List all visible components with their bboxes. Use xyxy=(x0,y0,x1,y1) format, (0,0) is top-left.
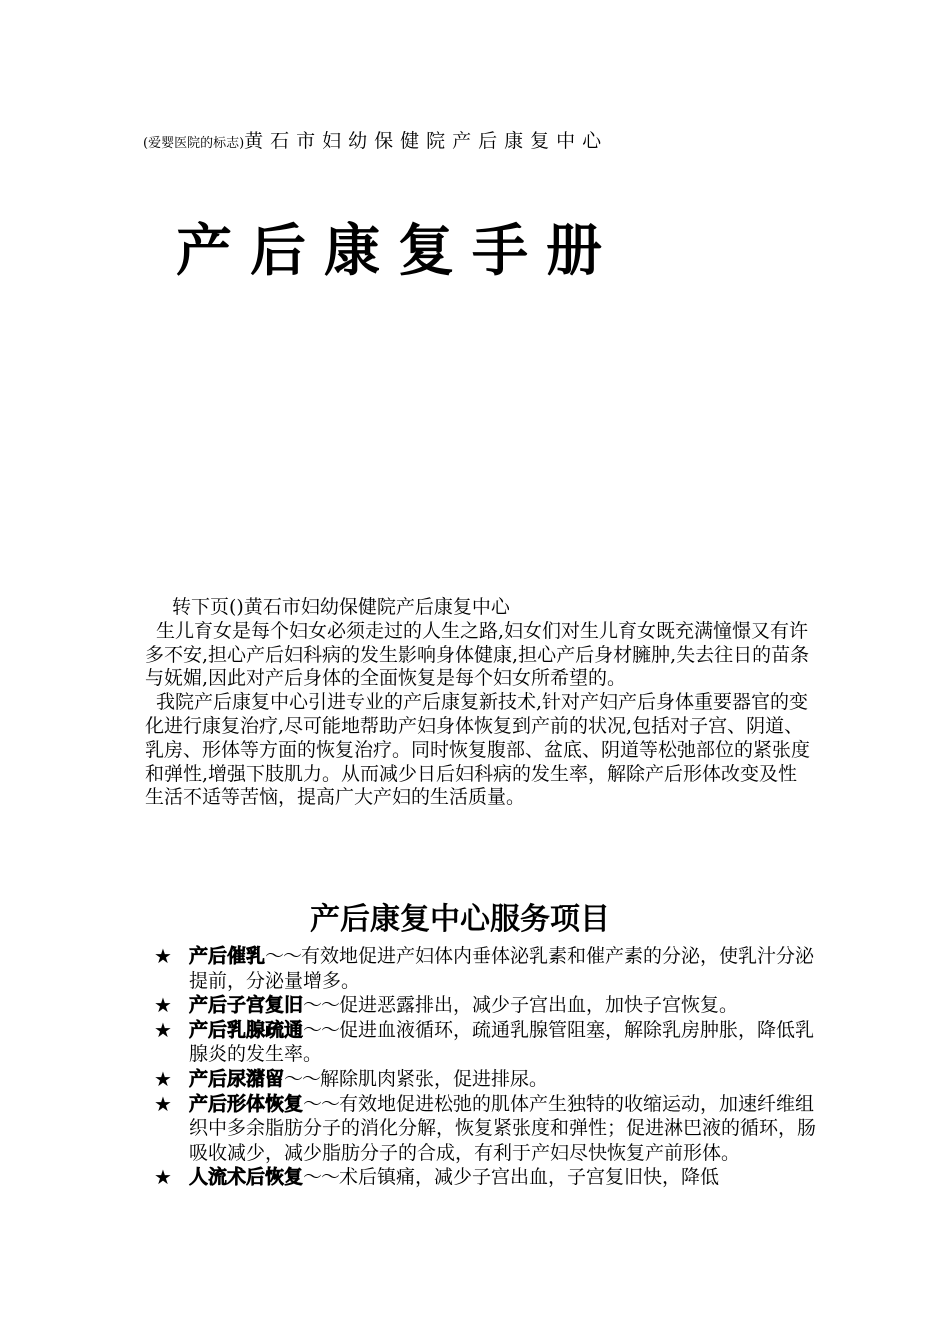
intro-lead: 转下页()黄石市妇幼保健院产后康复中心 xyxy=(172,596,510,618)
star-bullet-icon: ★ xyxy=(154,944,172,968)
service-description: 解除肌肉紧张，促进排尿。 xyxy=(320,1067,549,1090)
service-name: 产后乳腺疏通 xyxy=(189,1018,304,1041)
service-description: 促进恶露排出，减少子宫出血，加快子宫恢复。 xyxy=(339,994,739,1017)
service-description: 有效地促进产妇体内垂体泌乳素和催产素的分泌，使乳汁分泌提前，分泌量增多。 xyxy=(189,945,815,992)
service-name: 产后尿潴留 xyxy=(189,1067,285,1090)
service-separator: ～～ xyxy=(284,1067,321,1090)
service-name: 产后催乳 xyxy=(189,945,266,967)
service-name: 人流术后恢复 xyxy=(189,1166,304,1189)
service-item-body-shape xyxy=(150,1092,820,1166)
service-description: 有效地促进松弛的肌体产生独特的收缩运动，加速纤维组织中多余脂肪分子的消化分解，恢复紧张度和弹性；促进淋巴液的循环，肠吸收减少，减少脂肪分子的合成，有利于产妇尽快恢复产前形体。 xyxy=(189,1092,817,1164)
services-list xyxy=(150,944,820,1190)
service-description: 促进血液循环，疏通乳腺管阻塞，解除乳房肿胀，降低乳腺炎的发生率。 xyxy=(189,1018,815,1066)
organization-name: 黄石市妇幼保健院产后康复中心 xyxy=(244,130,609,152)
service-name: 产后形体恢复 xyxy=(189,1092,304,1115)
service-item-lactation xyxy=(150,944,820,993)
intro-section xyxy=(145,596,815,810)
service-name: 产后子宫复旧 xyxy=(189,994,304,1017)
star-bullet-icon: ★ xyxy=(154,1017,172,1042)
service-item-uterus-recovery xyxy=(150,993,820,1018)
services-title: 产后康复中心服务项目 xyxy=(310,902,610,937)
service-item-mammary-dredging xyxy=(150,1018,820,1067)
intro-paragraph-1: 生儿育女是每个妇女必须走过的人生之路,妇女们对生儿育女既充满憧憬又有许多不安,担心产后妇科病的发生影响身体健康,担心产后身材臃肿,失去往日的苗条与妩媚,因此对产后身体的全面恢复是每个妇女所希望的。 xyxy=(145,619,810,690)
document-header xyxy=(143,126,783,152)
service-description: 术后镇痛，减少子宫出血，子宫复旧快，降低 xyxy=(339,1166,720,1189)
star-bullet-icon: ★ xyxy=(154,1165,172,1190)
service-item-urinary-retention xyxy=(150,1067,820,1092)
logo-placeholder-note: (爱婴医院的标志) xyxy=(143,136,245,151)
intro-paragraph-2: 我院产后康复中心引进专业的产后康复新技术,针对产妇产后身体重要器官的变化进行康复治疗,尽可能地帮助产妇身体恢复到产前的状况,包括对子宫、阴道、乳房、形体等方面的恢复治疗。同时恢复腹部、盆底、阴道等松弛部位的紧张度和弹性,增强下肢肌力。从而减少日后妇科病的发生率，解除产后形体改变及性生活不适等苦恼，提高广大产妇的生活质量。 xyxy=(145,691,811,809)
service-item-post-abortion xyxy=(150,1165,820,1190)
service-separator: ～～ xyxy=(303,994,340,1017)
service-separator: ～～ xyxy=(303,1018,340,1041)
star-bullet-icon: ★ xyxy=(154,1066,172,1091)
service-separator: ～～ xyxy=(303,1092,340,1115)
star-bullet-icon: ★ xyxy=(154,1091,172,1116)
star-bullet-icon: ★ xyxy=(154,993,172,1018)
service-separator: ～～ xyxy=(265,945,302,967)
document-title: 产后康复手册 xyxy=(176,219,620,284)
service-separator: ～～ xyxy=(303,1166,340,1189)
